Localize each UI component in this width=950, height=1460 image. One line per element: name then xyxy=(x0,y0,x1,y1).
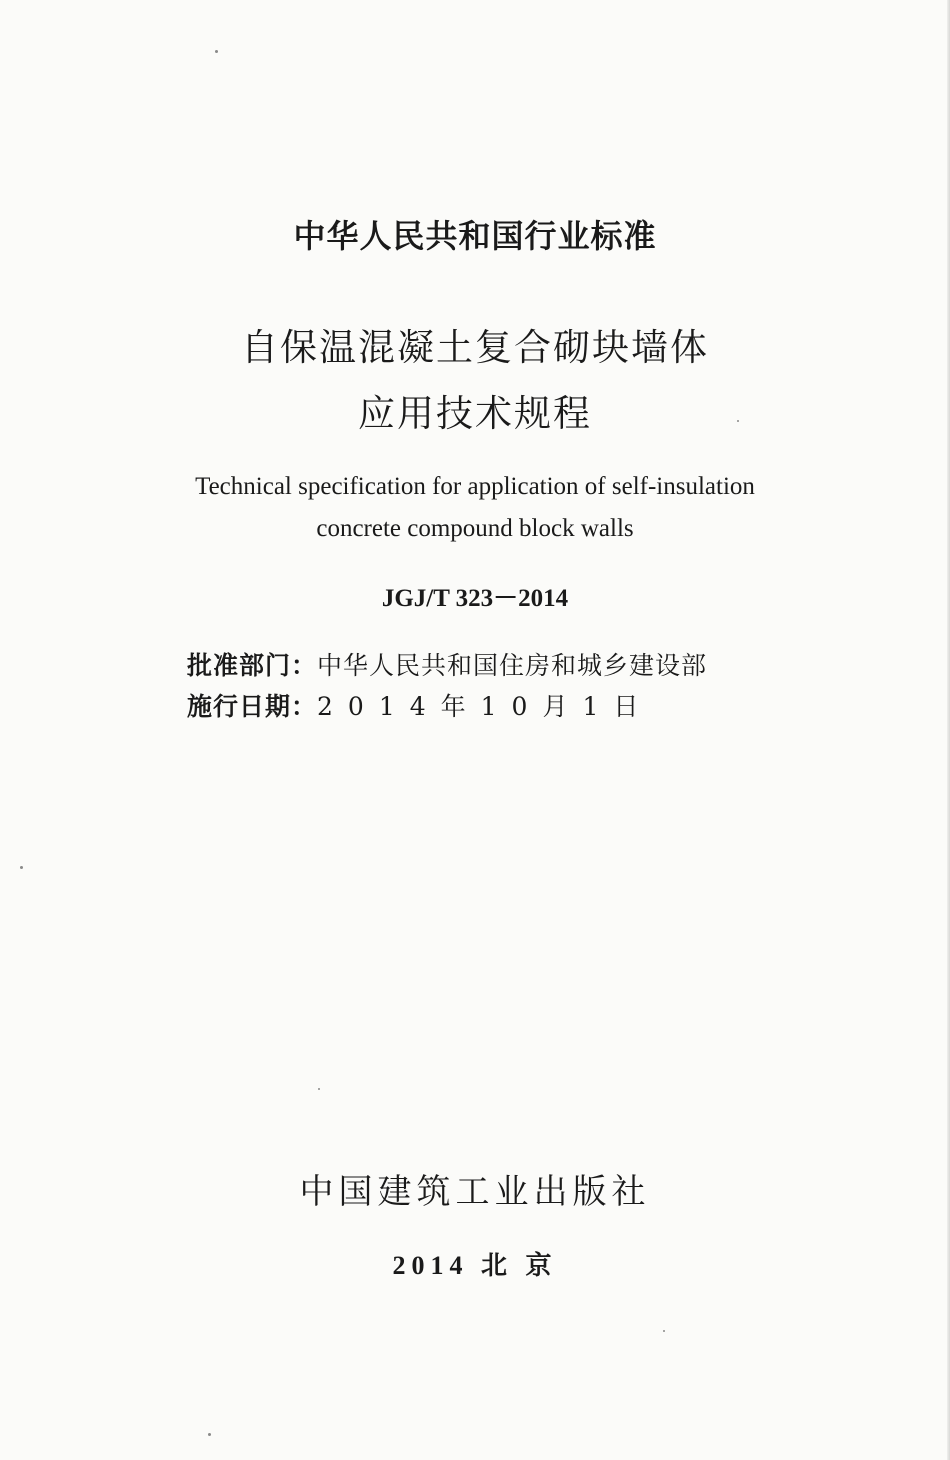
publisher-name: 中国建筑工业出版社 xyxy=(299,1172,651,1212)
effective-date xyxy=(187,689,653,725)
scan-speck xyxy=(318,1088,320,1090)
approval-value: 中华人民共和国住房和城乡建设部 xyxy=(317,651,708,680)
effective-date-label: 施行日期： xyxy=(187,692,318,721)
standard-code: JGJ/T 323－2014 xyxy=(381,585,569,612)
scan-speck xyxy=(20,866,23,869)
chinese-title-line-1: 自保温混凝土复合砌块墙体 xyxy=(241,326,709,369)
approval-label: 批准部门： xyxy=(187,651,318,680)
scan-speck xyxy=(737,420,739,422)
standard-series-title: 中华人民共和国行业标准 xyxy=(293,217,657,255)
english-title-line-1: Technical specification for application of self-insulation xyxy=(195,473,755,500)
scan-speck xyxy=(208,1433,211,1436)
approval-department xyxy=(187,648,707,684)
scan-speck xyxy=(663,1330,665,1332)
effective-date-value: 2014年10月1日 xyxy=(317,692,654,721)
publication-year-place: 2014 北 京 xyxy=(392,1251,558,1280)
chinese-title-line-2: 应用技术规程 xyxy=(358,392,592,435)
scan-speck xyxy=(215,50,218,53)
english-title-line-2: concrete compound block walls xyxy=(316,515,634,542)
